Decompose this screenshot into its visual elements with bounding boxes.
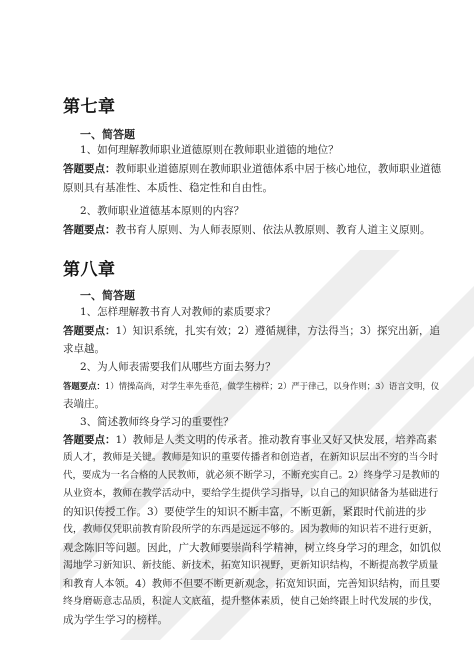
ch8-question-1: 1、怎样理解教书育人对教师的素质要求？ [80,306,276,318]
ch7-answer-2-line-1: 答题要点：教书育人原则、为人师表原则、依法从教原则、教育人道主义原则。 [63,224,431,236]
answer-label: 答题要点： [63,325,116,337]
ch8-question-3: 3、简述教师终身学习的重要性？ [80,416,234,428]
ch8-answer-3-line-7: 观念陈旧等问题。因此，广大教师要崇尚科学精神，树立终身学习的理念，如饥似 [63,542,441,554]
answer-label: 答题要点： [63,434,116,446]
ch8-answer-3-line-8: 渴地学习新知识、新技能、新技术，拓宽知识视野，更新知识结构，不断提高教学质量 [63,560,439,571]
ch7-question-2: 2、教师职业道德基本原则的内容？ [80,205,245,217]
chapter-8-title: 第八章 [63,260,116,280]
answer-label: 答题要点： [63,224,116,236]
ch7-answer-1-line-1: 答题要点：教师职业道德原则在教师职业道德体系中居于核心地位，教师职业道德 [63,163,441,175]
ch7-answer-1-line-2: 原则具有基准性、本质性、稳定性和自由性。 [63,182,273,194]
ch8-answer-3-line-3: 代，要成为一名合格的人民教师，就必须不断学习，不断充实自己。2）终身学习是教师的 [63,470,440,481]
chapter-8-section: 一、简答题 [80,289,135,302]
answer-label: 答题要点： [63,381,105,391]
ch7-question-1: 1、如何理解教师职业道德原则在教师职业道德的地位？ [80,144,339,156]
ch8-answer-3-line-1: 答题要点：1）教师是人类文明的传承者。推动教育事业又好又快发展，培养高素 [63,434,438,446]
ch8-answer-2-line-1: 答题要点：1）情操高尚，对学生率先垂范，做学生榜样；2）严于律己，以身作则；3）语言文明，仪 [63,381,440,391]
ch8-answer-3-line-11: 成为学生学习的榜样。 [63,614,168,626]
ch8-answer-3-line-2: 质人才，教师是关键。教师是知识的重要传播者和创造者，在新知识层出不穷的当今时 [63,452,439,463]
ch8-answer-3-line-5: 的知识传授工作。3）要使学生的知识不断丰富，不断更新，紧跟时代前进的步 [63,506,427,518]
chapter-7-title: 第七章 [63,97,116,117]
answer-label: 答题要点： [63,163,116,175]
ch8-question-2: 2、为人师表需要我们从哪些方面去努力？ [80,361,276,373]
ch8-answer-3-line-6: 伐，教师仅凭职前教育阶段所学的东西是远远不够的。因为教师的知识若不进行更新， [63,524,439,535]
ch8-answer-3-line-4: 从业资本，教师在教学活动中，要给学生提供学习指导，以自己的知识储备为基础进行 [63,488,439,499]
ch8-answer-2-line-2: 表端庄。 [63,398,105,410]
chapter-7-section: 一、简答题 [80,128,135,141]
ch8-answer-1-line-1: 答题要点：1）知识系统，扎实有效；2）遵循规律，方法得当；3）探究出新，追 [63,325,441,337]
ch8-answer-3-line-10: 终身磨砺意志品质，积淀人文底蕴，提升整体素质，使自己始终跟上时代发展的步伐， [63,596,439,607]
ch8-answer-1-line-2: 求卓越。 [63,343,105,355]
ch8-answer-3-line-9: 和教育人本领。4）教师不但要不断更新观念，拓宽知识面，完善知识结构，而且要 [63,578,441,590]
